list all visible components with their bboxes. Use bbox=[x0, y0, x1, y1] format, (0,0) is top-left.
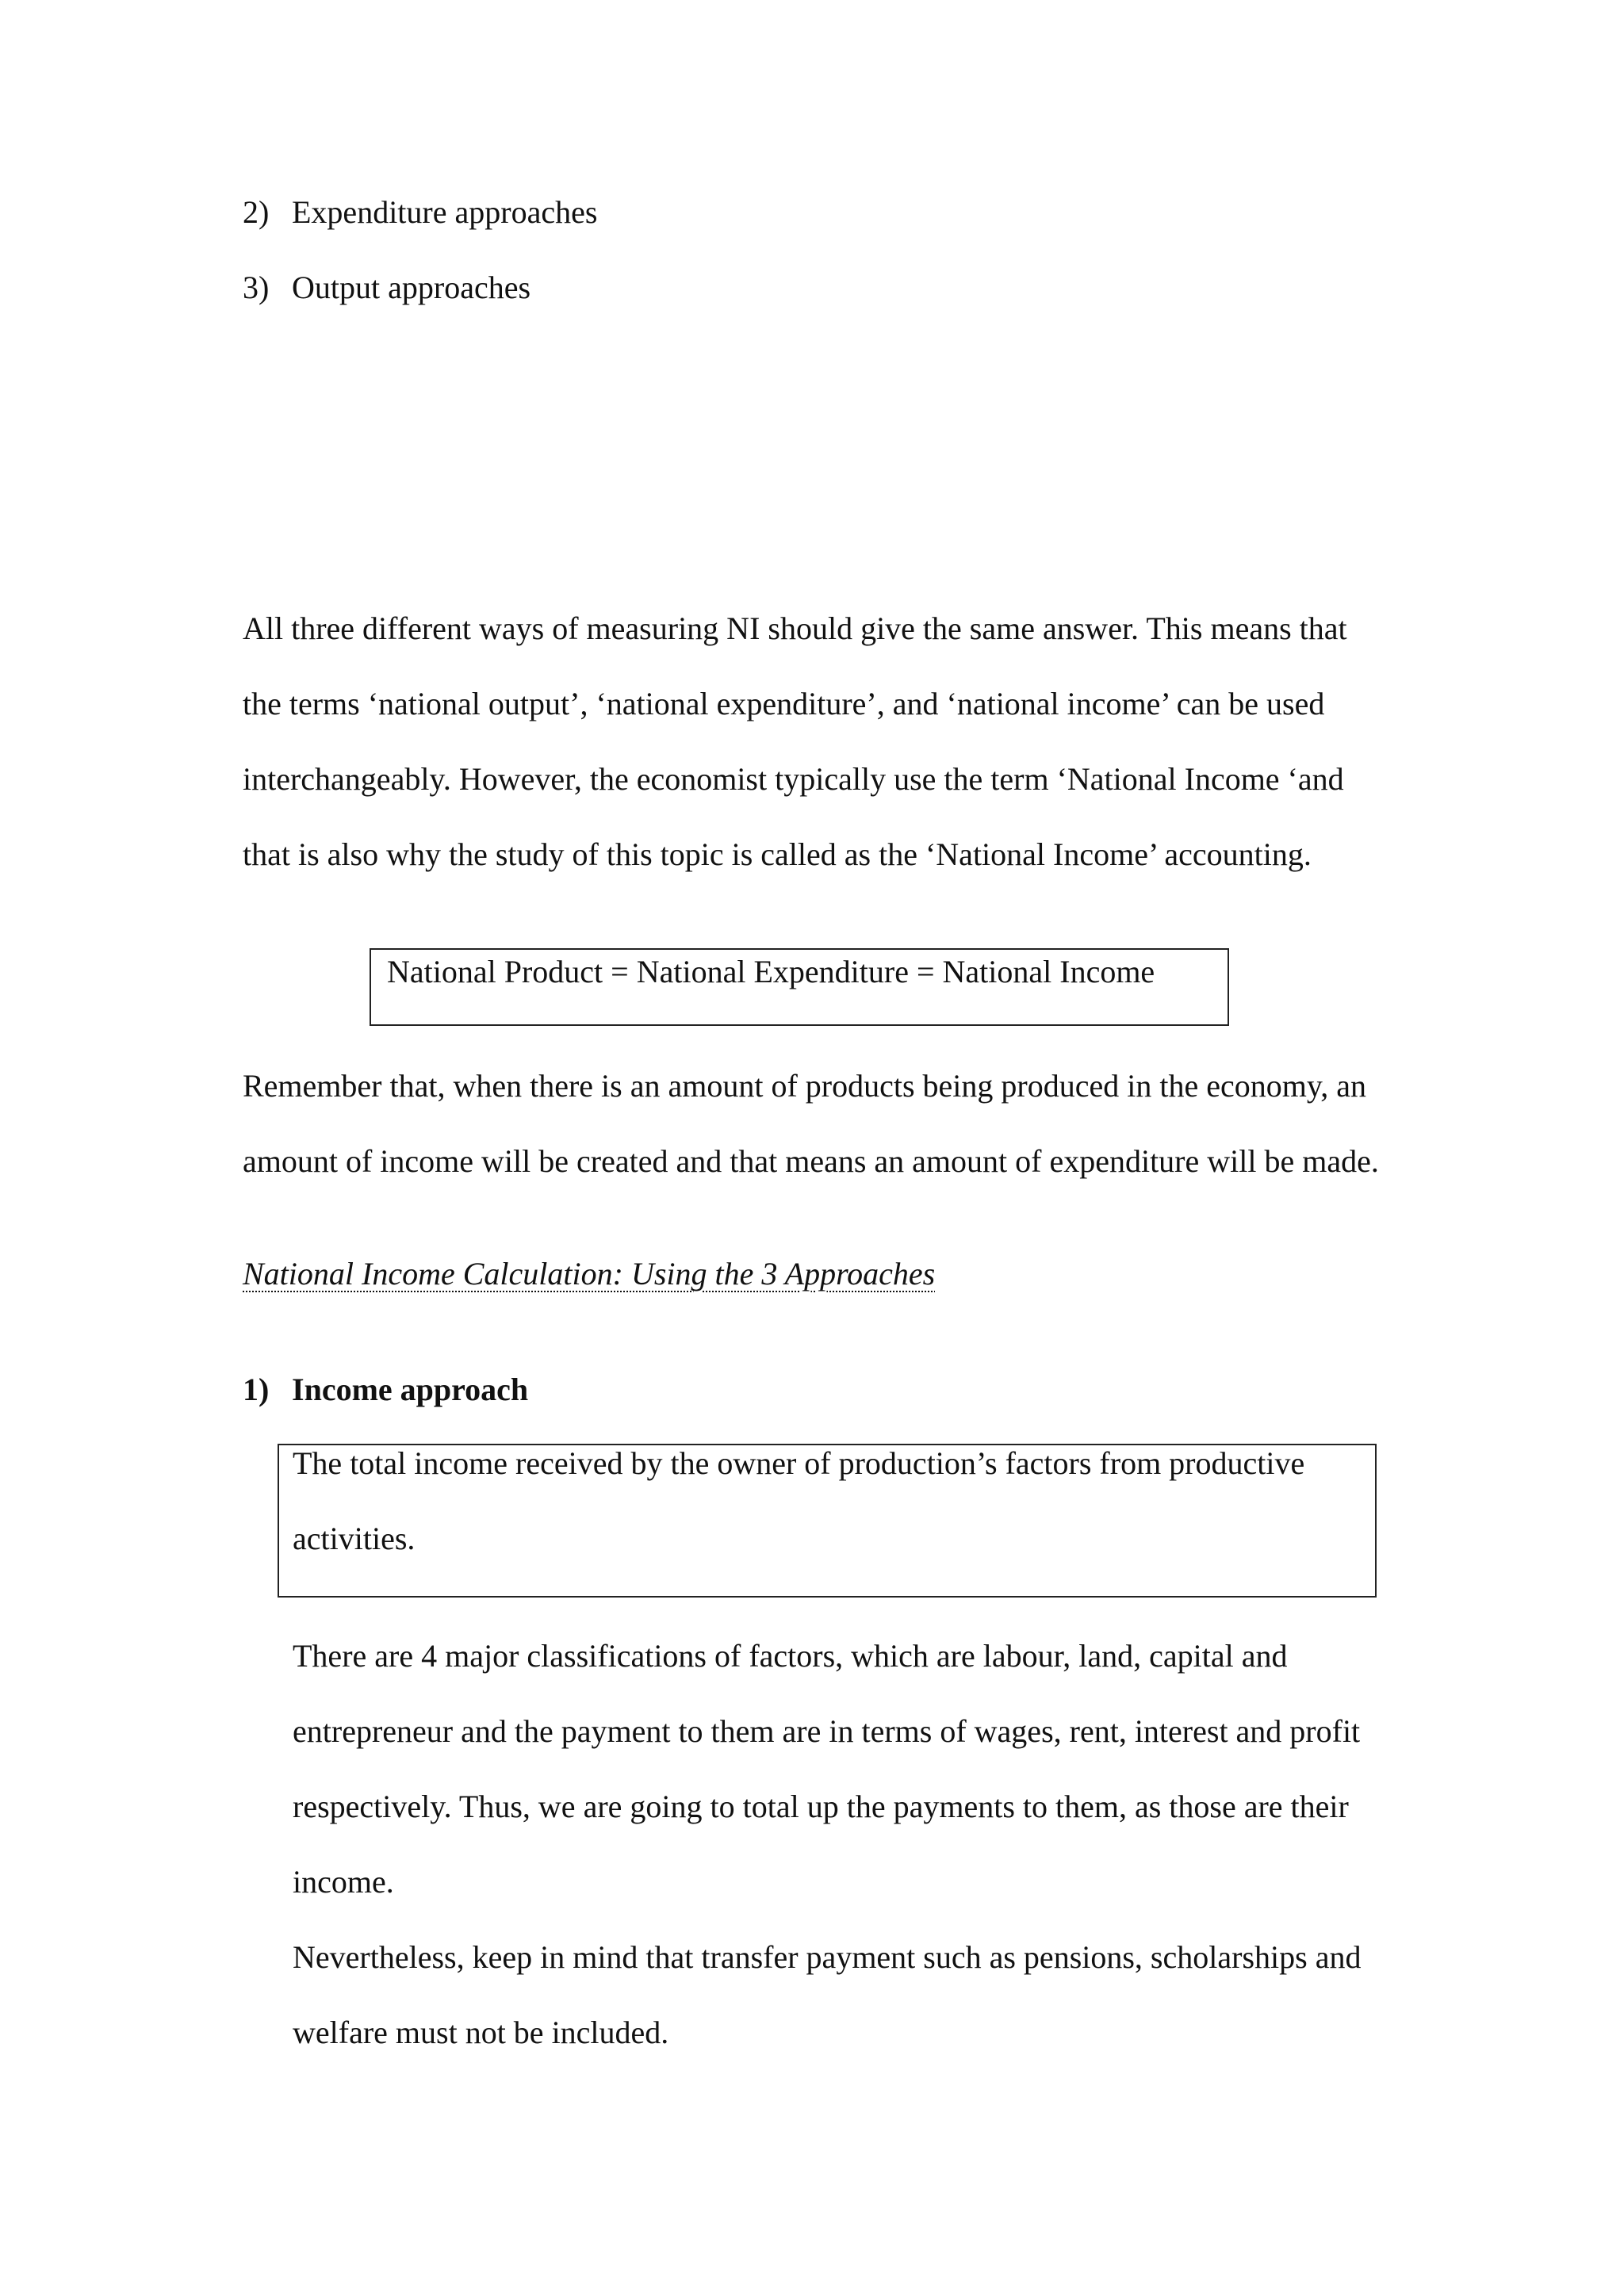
list-text: Expenditure approaches bbox=[292, 194, 598, 230]
equation-text: National Product = National Expenditure = National Income bbox=[387, 954, 1155, 989]
subheading-text: Income approach bbox=[292, 1372, 529, 1407]
paragraph-line: amount of income will be created and that means an amount of expenditure will be made. bbox=[243, 1143, 1379, 1179]
paragraph-line: Remember that, when there is an amount of products being produced in the economy, an bbox=[243, 1068, 1366, 1104]
list-number: 3) bbox=[243, 270, 270, 305]
section-heading: National Income Calculation: Using the 3 Approaches bbox=[243, 1256, 936, 1292]
paragraph-line: Nevertheless, keep in mind that transfer payment such as pensions, scholarships and bbox=[293, 1939, 1362, 1975]
subheading-number: 1) bbox=[243, 1372, 270, 1407]
definition-line: activities. bbox=[293, 1521, 416, 1556]
paragraph-line: interchangeably. However, the economist typically use the term ‘National Income ‘and bbox=[243, 761, 1344, 797]
paragraph-line: All three different ways of measuring NI should give the same answer. This means that bbox=[243, 610, 1347, 646]
list-number: 2) bbox=[243, 194, 270, 230]
list-item-expenditure bbox=[243, 193, 597, 232]
paragraph-line: income. bbox=[293, 1864, 394, 1900]
list-text: Output approaches bbox=[292, 270, 531, 305]
paragraph-line: respectively. Thus, we are going to total up the payments to them, as those are their bbox=[293, 1789, 1349, 1824]
definition-line: The total income received by the owner of production’s factors from productive bbox=[293, 1445, 1305, 1481]
paragraph-line: that is also why the study of this topic is called as the ‘National Income’ accounting. bbox=[243, 836, 1312, 872]
paragraph-line: welfare must not be included. bbox=[293, 2015, 669, 2050]
paragraph-line: There are 4 major classifications of factors, which are labour, land, capital and bbox=[293, 1638, 1288, 1674]
subheading-income-approach bbox=[243, 1371, 528, 1409]
list-item-output bbox=[243, 269, 530, 307]
paragraph-line: the terms ‘national output’, ‘national expenditure’, and ‘national income’ can be used bbox=[243, 686, 1325, 721]
paragraph-line: entrepreneur and the payment to them are in terms of wages, rent, interest and profit bbox=[293, 1713, 1361, 1749]
